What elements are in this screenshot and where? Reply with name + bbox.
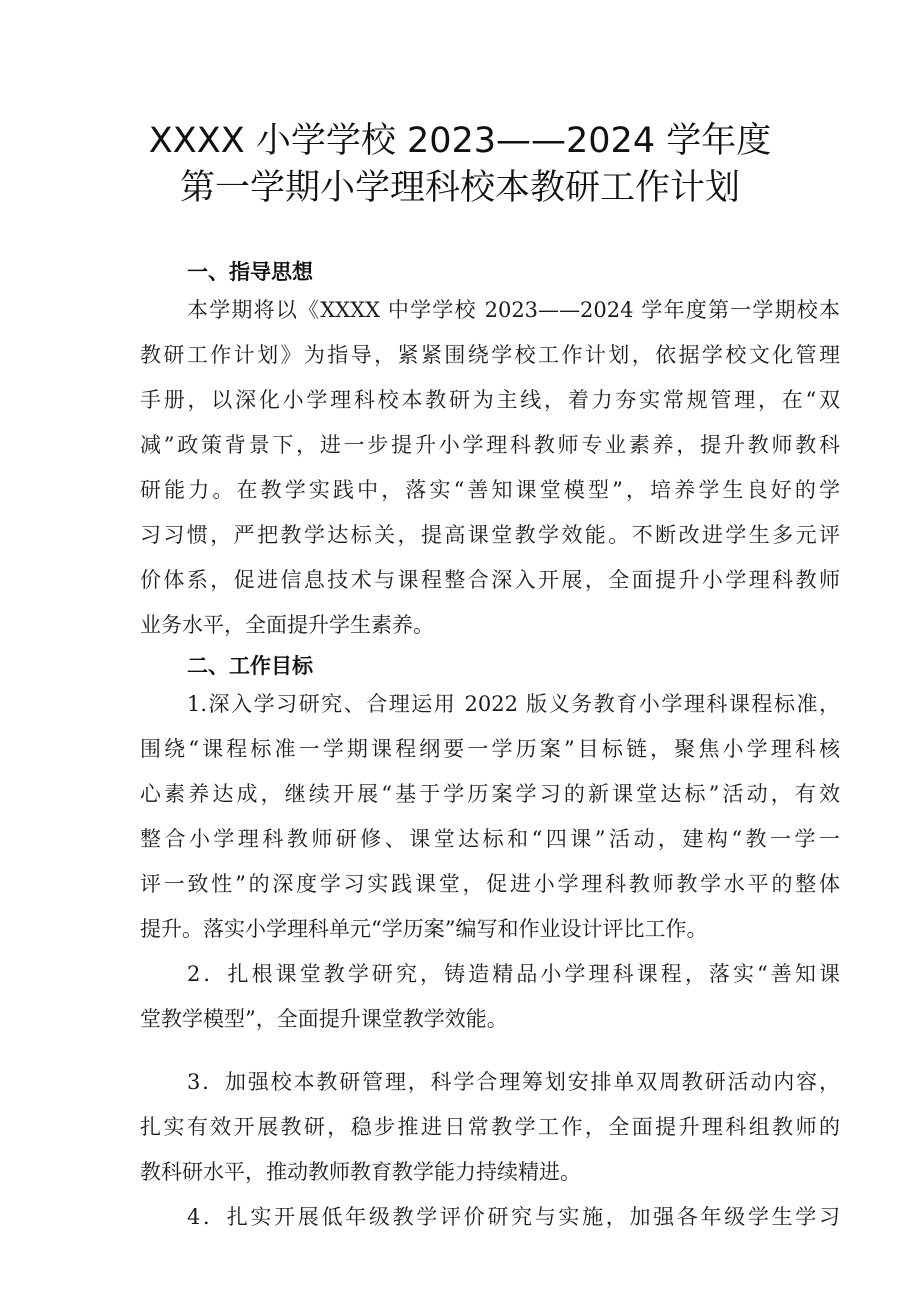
paragraph-line: 研能力。在教学实践中，落实“善知课堂模型”，培养学生良好的学 [140, 478, 840, 502]
paragraph-line: 价体系，促进信息技术与课程整合深入开展，全面提升小学理科教师 [140, 568, 840, 592]
paragraph-line: 4．扎实开展低年级教学评价研究与实施，加强各年级学生学习 [187, 1205, 840, 1229]
paragraph-line: 减”政策背景下，进一步提升小学理科教师专业素养，提升教师教科 [140, 433, 840, 457]
paragraph-line: 手册，以深化小学理科校本教研为主线，着力夯实常规管理，在“双 [140, 388, 840, 412]
document-title-line-2: 第一学期小学理科校本教研工作计划 [179, 168, 740, 208]
paragraph-line: 习习惯，严把教学达标关，提高课堂教学效能。不断改进学生多元评 [140, 523, 840, 547]
paragraph-line: 2．扎根课堂教学研究，铸造精品小学理科课程，落实“善知课 [187, 962, 840, 986]
paragraph-line: 评一致性”的深度学习实践课堂，促进小学理科教师教学水平的整体 [140, 872, 840, 896]
paragraph-line: 教研工作计划》为指导，紧紧围绕学校工作计划，依据学校文化管理 [140, 343, 840, 367]
paragraph-line: 整合小学理科教师研修、课堂达标和“四课”活动，建构“教一学一 [140, 827, 840, 851]
section-heading-work-goals: 二、工作目标 [187, 654, 313, 678]
document-title-line-1: XXXX 小学学校 2023——2024 学年度 [148, 121, 772, 161]
paragraph-line: 教科研水平，推动教师教育教学能力持续精进。 [140, 1160, 581, 1184]
paragraph-line: 扎实有效开展教研，稳步推进日常教学工作，全面提升理科组教师的 [140, 1115, 840, 1139]
paragraph-line: 业务水平，全面提升学生素养。 [140, 613, 434, 637]
paragraph-line: 围绕“课程标准一学期课程纲要一学历案”目标链，聚焦小学理科核 [140, 737, 840, 761]
paragraph-line: 1.深入学习研究、合理运用 2022 版义务教育小学理科课程标准， [187, 692, 840, 716]
paragraph-line: 提升。落实小学理科单元“学历案”编写和作业设计评比工作。 [140, 917, 708, 941]
paragraph-line: 本学期将以《XXXX 中学学校 2023——2024 学年度第一学期校本 [187, 298, 840, 322]
paragraph-line: 3．加强校本教研管理，科学合理筹划安排单双周教研活动内容， [187, 1070, 840, 1094]
paragraph-line: 心素养达成，继续开展“基于学历案学习的新课堂达标”活动，有效 [140, 782, 840, 806]
paragraph-line: 堂教学模型”，全面提升课堂教学效能。 [140, 1007, 508, 1031]
section-heading-guiding-thought: 一、指导思想 [187, 260, 313, 284]
